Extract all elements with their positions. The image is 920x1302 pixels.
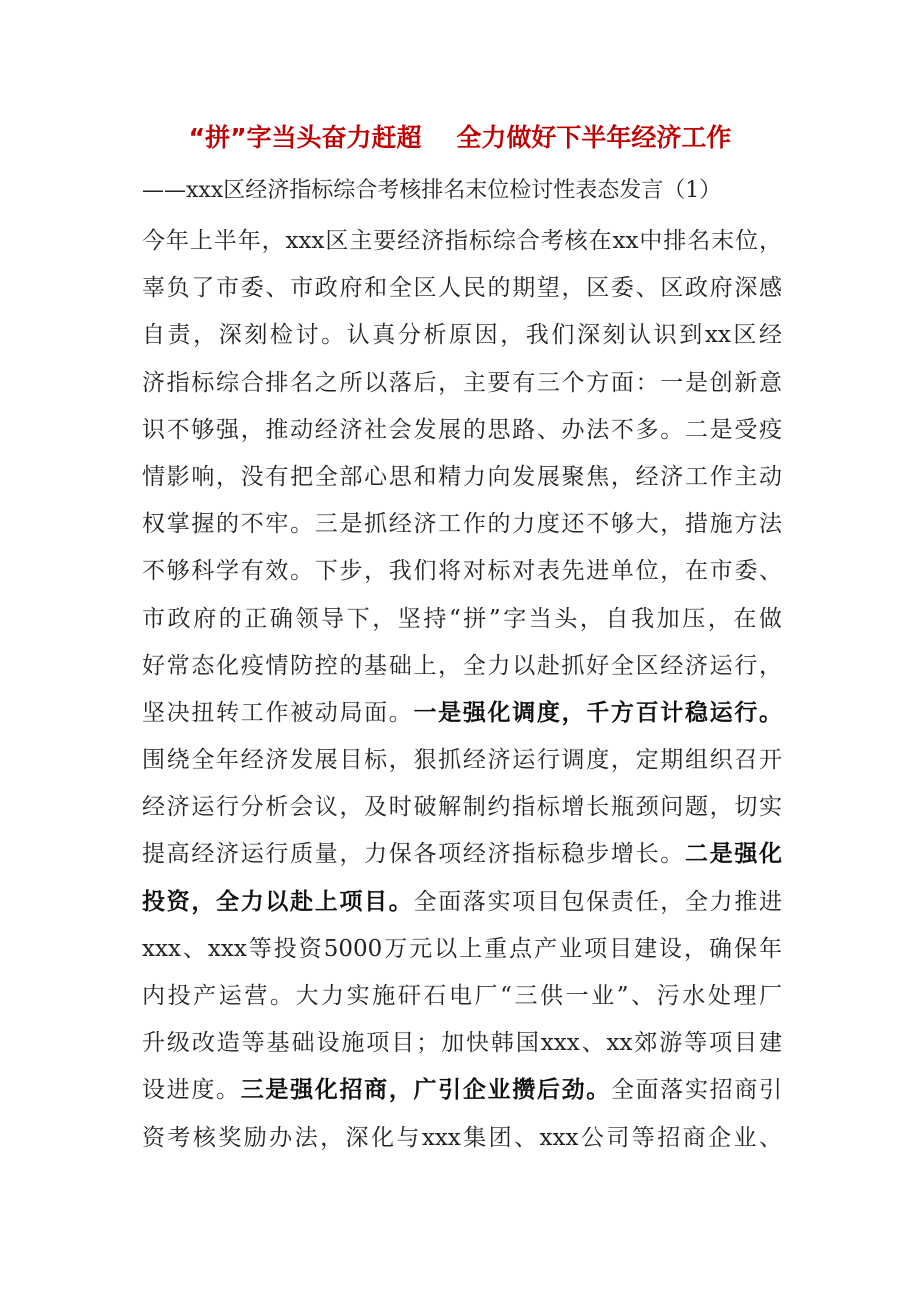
body-text-segment: 市政府的正确领导下，坚持“拼”字当头，自我加压，在做 [142, 605, 782, 632]
body-text-segment: 升级改造等基础设施项目；加快韩国xxx、xx郊游等项目建 [142, 1030, 782, 1057]
body-line [142, 218, 782, 265]
body-line [142, 1115, 782, 1162]
body-text-segment: 提高经济运行质量，力保各项经济指标稳步增长。 [142, 841, 685, 868]
body-text-segment: 好常态化疫情防控的基础上，全力以赴抓好全区经济运行， [142, 652, 782, 679]
document-subtitle: ——xxx区经济指标综合考核排名末位检讨性表态发言（1） [142, 178, 722, 203]
body-line [142, 1067, 782, 1114]
body-line [142, 596, 782, 643]
bold-heading-text: 三是强化招商，广引企业攒后劲。 [240, 1077, 611, 1104]
body-line [142, 643, 782, 690]
body-line [142, 737, 782, 784]
body-text-segment: 情影响，没有把全部心思和精力向发展聚焦，经济工作主动 [142, 463, 782, 490]
body-text-segment: 全面落实招商引 [610, 1077, 783, 1104]
body-line [142, 454, 782, 501]
bold-heading-text: 二是强化 [684, 841, 783, 868]
body-text-segment: 辜负了市委、市政府和全区人民的期望，区委、区政府深感 [142, 275, 782, 302]
body-line [142, 879, 782, 926]
body-text-segment: 设进度。 [142, 1077, 241, 1104]
body-line [142, 360, 782, 407]
body-text-segment: 坚决扭转工作被动局面。 [142, 699, 414, 726]
body-text-segment: 资考核奖励办法，深化与xxx集团、xxx公司等招商企业、 [142, 1124, 782, 1151]
bold-heading-text: 一是强化调度，千方百计稳运行。 [413, 699, 783, 726]
body-text-segment: 不够科学有效。下步，我们将对标对表先进单位，在市委、 [142, 558, 782, 585]
body-line [142, 973, 782, 1020]
body-line [142, 926, 782, 973]
body-text-segment: xxx、xxx等投资5000万元以上重点产业项目建设，确保年 [142, 935, 782, 962]
body-text-segment: 权掌握的不牢。三是抓经济工作的力度还不够大，措施方法 [142, 511, 782, 538]
body-line [142, 407, 782, 454]
body-line [142, 312, 782, 359]
bold-heading-text: 投资，全力以赴上项目。 [142, 888, 414, 915]
body-text-segment: 识不够强，推动经济社会发展的思路、办法不多。二是受疫 [142, 416, 782, 443]
body-line [142, 784, 782, 831]
body-line [142, 265, 782, 312]
body-text-segment: 内投产运营。大力实施矸石电厂“三供一业”、污水处理厂 [142, 983, 782, 1009]
body-text-segment: 今年上半年，xxx区主要经济指标综合考核在xx中排名末位， [142, 228, 782, 254]
body-text-segment: 围绕全年经济发展目标，狠抓经济运行调度，定期组织召开 [142, 747, 782, 774]
body-text-segment: 自责，深刻检讨。认真分析原因，我们深刻认识到xx区经 [142, 322, 782, 349]
document-title: “拼”字当头奋力赶超 全力做好下半年经济工作 [188, 123, 732, 152]
body-line [142, 831, 782, 878]
body-text-segment: 全面落实项目包保责任，全力推进 [413, 888, 783, 915]
body-line [142, 690, 782, 737]
body-line [142, 548, 782, 595]
body-text-segment: 济指标综合排名之所以落后，主要有三个方面：一是创新意 [142, 369, 782, 396]
body-line [142, 501, 782, 548]
document-body [142, 218, 782, 1162]
body-text-segment: 经济运行分析会议，及时破解制约指标增长瓶颈问题，切实 [142, 794, 782, 821]
body-line [142, 1020, 782, 1067]
